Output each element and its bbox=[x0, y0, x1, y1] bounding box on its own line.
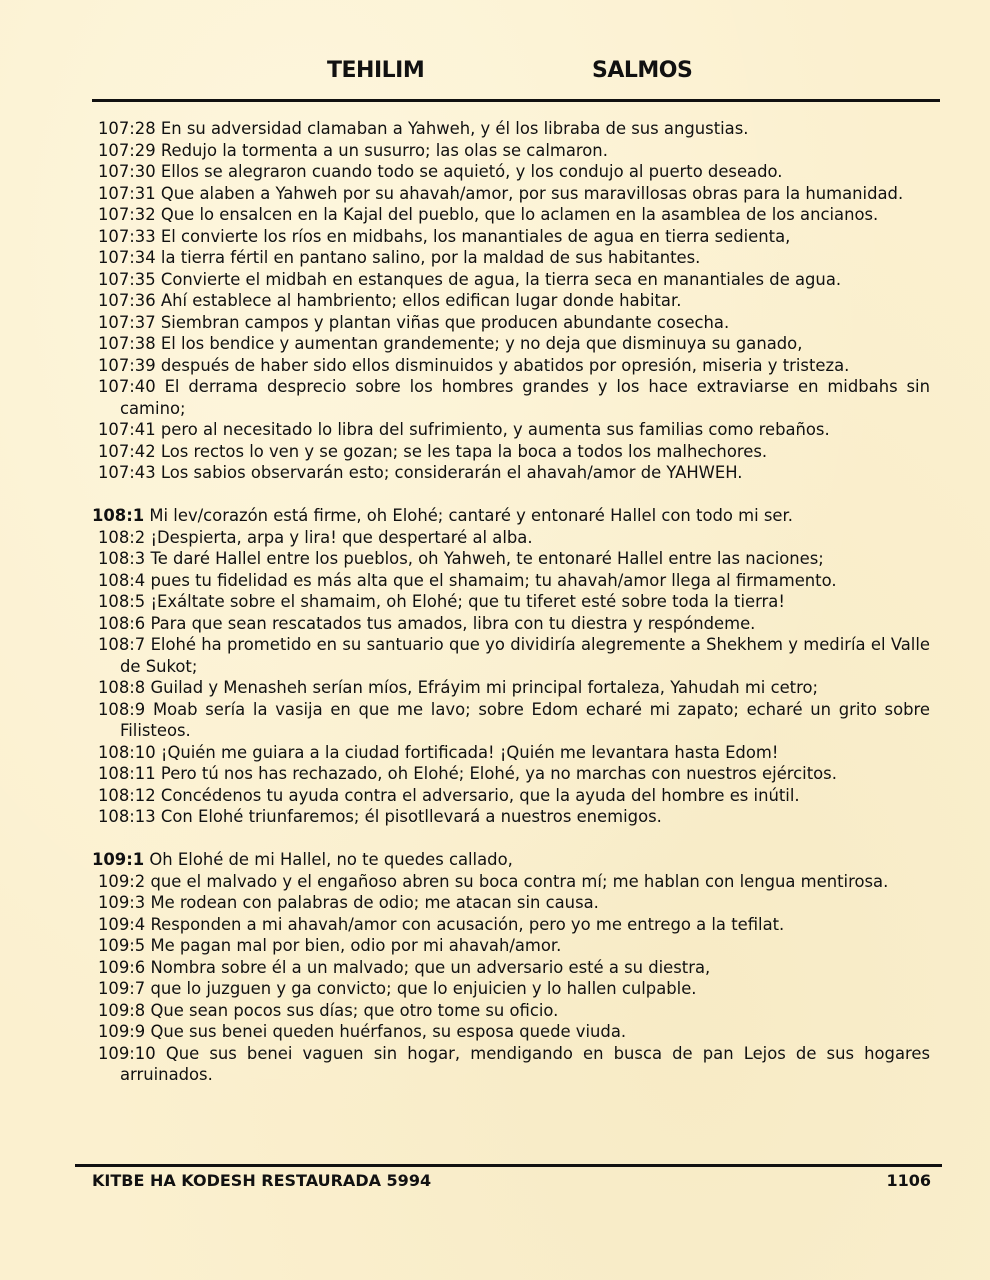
verse bbox=[92, 914, 930, 936]
verse-109-1 bbox=[92, 849, 930, 871]
verse-ref: 107:30 bbox=[98, 162, 156, 181]
verse-text: pues tu fidelidad es más alta que el shamaim; tu ahavah/amor llega al firmamento. bbox=[150, 570, 837, 590]
verse-ref: 109:9 bbox=[98, 1022, 146, 1041]
verse-ref: 107:39 bbox=[98, 355, 156, 375]
verse bbox=[92, 269, 930, 291]
verse-text: ¡Despierta, arpa y lira! que despertaré al alba. bbox=[150, 527, 533, 547]
verse bbox=[92, 247, 930, 269]
verse bbox=[92, 1043, 930, 1086]
verse bbox=[92, 548, 930, 570]
verse-ref: 107:41 bbox=[98, 420, 156, 439]
verse-ref: 107:42 bbox=[98, 441, 156, 461]
verse bbox=[92, 570, 930, 592]
verse-ref: 108:12 bbox=[98, 785, 156, 805]
psalm-109-verses bbox=[92, 871, 930, 1086]
verse bbox=[92, 1021, 930, 1043]
verse bbox=[92, 871, 930, 893]
verse-text: Los rectos lo ven y se gozan; se les tapa la boca a todos los malhechores. bbox=[160, 441, 768, 461]
page-header bbox=[0, 58, 990, 90]
page-number: 1106 bbox=[886, 1171, 931, 1190]
verse-text: Concédenos tu ayuda contra el adversario, que la ayuda del hombre es inútil. bbox=[160, 785, 800, 805]
verse-ref: 107:33 bbox=[98, 226, 156, 246]
verse-ref: 107:36 bbox=[98, 291, 156, 310]
header-rule bbox=[92, 99, 940, 102]
verse-ref: 109:2 bbox=[98, 871, 146, 891]
verse-text: Que alaben a Yahweh por su ahavah/amor, por sus maravillosas obras para la humanidad. bbox=[160, 183, 904, 203]
verse-ref: 108:11 bbox=[98, 764, 156, 783]
verse bbox=[92, 441, 930, 463]
verse-ref: 107:32 bbox=[98, 205, 156, 224]
verse-ref: 108:4 bbox=[98, 570, 146, 590]
verse-text: Siembran campos y plantan viñas que producen abundante cosecha. bbox=[160, 312, 730, 332]
verse-ref: 109:5 bbox=[98, 936, 146, 955]
verse-text: Convierte el midbah en estanques de agua, la tierra seca en manantiales de agua. bbox=[160, 269, 842, 289]
section-gap bbox=[92, 484, 930, 506]
verse-ref: 108:7 bbox=[98, 635, 146, 654]
verse-ref: 108:5 bbox=[98, 592, 146, 611]
verse-text: Que sean pocos sus días; que otro tome su oficio. bbox=[150, 1000, 559, 1020]
verse-ref: 109:8 bbox=[98, 1000, 146, 1020]
verse-text: que lo juzguen y ga convicto; que lo enjuicien y lo hallen culpable. bbox=[150, 979, 697, 998]
verse-text: El derrama desprecio sobre los hombres grandes y los hace extraviarse en midbahs sin camino; bbox=[120, 377, 931, 418]
verse-text: Oh Elohé de mi Hallel, no te quedes callado, bbox=[149, 850, 513, 869]
page-footer bbox=[92, 1171, 931, 1193]
verse-ref: 109:10 bbox=[98, 1043, 156, 1063]
verse bbox=[92, 935, 930, 957]
verse-ref: 108:1 bbox=[92, 506, 145, 525]
verse-ref: 109:1 bbox=[92, 850, 145, 869]
verse bbox=[92, 634, 930, 677]
verse-text: Ellos se alegraron cuando todo se aquietó, y los condujo al puerto deseado. bbox=[160, 162, 783, 181]
verse bbox=[92, 376, 930, 419]
verse-text: Ahí establece al hambriento; ellos edifican lugar donde habitar. bbox=[160, 291, 682, 310]
verse-ref: 107:35 bbox=[98, 269, 156, 289]
verse-text: Me pagan mal por bien, odio por mi ahavah/amor. bbox=[150, 936, 562, 955]
verse bbox=[92, 312, 930, 334]
verse bbox=[92, 1000, 930, 1022]
verse-text: ¡Exáltate sobre el shamaim, oh Elohé; que tu tiferet esté sobre toda la tierra! bbox=[150, 592, 785, 611]
verse-108-1 bbox=[92, 505, 930, 527]
verse bbox=[92, 333, 930, 355]
verse-text: Responden a mi ahavah/amor con acusación, pero yo me entrego a la tefilat. bbox=[150, 914, 785, 934]
verse-text: Que lo ensalcen en la Kajal del pueblo, que lo aclamen en la asamblea de los ancianos. bbox=[160, 205, 879, 224]
verse-ref: 107:31 bbox=[98, 183, 156, 203]
scripture-text bbox=[92, 118, 930, 1086]
footer-rule bbox=[75, 1164, 942, 1167]
verse bbox=[92, 892, 930, 914]
verse bbox=[92, 806, 930, 828]
verse-text: Elohé ha prometido en su santuario que yo dividiría alegremente a Shekhem y mediría el Valle de Sukot; bbox=[120, 635, 931, 676]
verse bbox=[92, 613, 930, 635]
psalm-107-verses bbox=[92, 118, 930, 484]
psalm-108-verses bbox=[92, 527, 930, 828]
verse bbox=[92, 419, 930, 441]
verse-ref: 108:8 bbox=[98, 678, 146, 697]
verse bbox=[92, 355, 930, 377]
section-gap bbox=[92, 828, 930, 850]
verse bbox=[92, 978, 930, 1000]
verse-ref: 108:6 bbox=[98, 613, 146, 633]
verse-ref: 109:4 bbox=[98, 914, 146, 934]
verse-ref: 107:29 bbox=[98, 140, 156, 160]
verse bbox=[92, 140, 930, 162]
verse-ref: 108:13 bbox=[98, 807, 156, 826]
verse-text: Redujo la tormenta a un susurro; las olas se calmaron. bbox=[160, 140, 608, 160]
verse bbox=[92, 290, 930, 312]
verse-ref: 107:40 bbox=[98, 377, 156, 396]
verse-text: Guilad y Menasheh serían míos, Efráyim mi principal fortaleza, Yahudah mi cetro; bbox=[150, 678, 819, 697]
verse-text: Me rodean con palabras de odio; me atacan sin causa. bbox=[150, 893, 599, 912]
verse-ref: 107:37 bbox=[98, 312, 156, 332]
verse-text: El convierte los ríos en midbahs, los manantiales de agua en tierra sedienta, bbox=[160, 226, 791, 246]
verse-ref: 109:3 bbox=[98, 893, 146, 912]
verse-ref: 109:7 bbox=[98, 979, 146, 998]
verse bbox=[92, 462, 930, 484]
verse-text: Para que sean rescatados tus amados, libra con tu diestra y respóndeme. bbox=[150, 613, 756, 633]
verse-text: Mi lev/corazón está firme, oh Elohé; cantaré y entonaré Hallel con todo mi ser. bbox=[149, 506, 793, 525]
verse bbox=[92, 161, 930, 183]
verse bbox=[92, 183, 930, 205]
verse-ref: 109:6 bbox=[98, 957, 146, 977]
verse bbox=[92, 742, 930, 764]
verse bbox=[92, 527, 930, 549]
verse bbox=[92, 226, 930, 248]
verse-ref: 108:9 bbox=[98, 699, 146, 719]
verse bbox=[92, 763, 930, 785]
verse-text: ¡Quién me guiara a la ciudad fortificada! ¡Quién me levantara hasta Edom! bbox=[160, 742, 779, 762]
verse-text: El los bendice y aumentan grandemente; y no deja que disminuya su ganado, bbox=[160, 334, 803, 353]
verse-ref: 108:10 bbox=[98, 742, 156, 762]
verse-text: Con Elohé triunfaremos; él pisotllevará a nuestros enemigos. bbox=[160, 807, 662, 826]
verse-ref: 107:43 bbox=[98, 463, 156, 482]
verse-text: la tierra fértil en pantano salino, por la maldad de sus habitantes. bbox=[160, 248, 701, 267]
verse-text: Moab sería la vasija en que me lavo; sobre Edom echaré mi zapato; echaré un grito sobre Filisteos. bbox=[120, 699, 930, 740]
verse bbox=[92, 677, 930, 699]
verse-text: Te daré Hallel entre los pueblos, oh Yahweh, te entonaré Hallel entre las naciones; bbox=[150, 549, 824, 568]
footer-title: KITBE HA KODESH RESTAURADA 5994 bbox=[92, 1171, 432, 1190]
verse-text: Nombra sobre él a un malvado; que un adversario esté a su diestra, bbox=[150, 957, 711, 977]
verse-text: pero al necesitado lo libra del sufrimiento, y aumenta sus familias como rebaños. bbox=[160, 420, 830, 439]
verse-ref: 108:2 bbox=[98, 527, 146, 547]
verse-text: Los sabios observarán esto; considerarán el ahavah/amor de YAHWEH. bbox=[160, 463, 743, 482]
verse-text: Pero tú nos has rechazado, oh Elohé; Elohé, ya no marchas con nuestros ejércitos. bbox=[160, 764, 837, 783]
verse-ref: 107:28 bbox=[98, 119, 156, 138]
verse-ref: 108:3 bbox=[98, 549, 146, 568]
verse-text: Que sus benei queden huérfanos, su esposa quede viuda. bbox=[150, 1022, 627, 1041]
verse-text: después de haber sido ellos disminuidos y abatidos por opresión, miseria y tristeza. bbox=[160, 355, 850, 375]
verse bbox=[92, 204, 930, 226]
verse bbox=[92, 785, 930, 807]
verse bbox=[92, 591, 930, 613]
verse bbox=[92, 699, 930, 742]
verse-ref: 107:38 bbox=[98, 334, 156, 353]
verse-text: que el malvado y el engañoso abren su boca contra mí; me hablan con lengua mentirosa. bbox=[150, 871, 889, 891]
verse-text: Que sus benei vaguen sin hogar, mendigando en busca de pan Lejos de sus hogares arruinados. bbox=[120, 1043, 930, 1084]
verse bbox=[92, 957, 930, 979]
verse-ref: 107:34 bbox=[98, 248, 156, 267]
header-book-spanish: SALMOS bbox=[592, 58, 693, 83]
verse-text: En su adversidad clamaban a Yahweh, y él los libraba de sus angustias. bbox=[160, 119, 749, 138]
verse bbox=[92, 118, 930, 140]
header-book-hebrew: TEHILIM bbox=[327, 58, 425, 83]
